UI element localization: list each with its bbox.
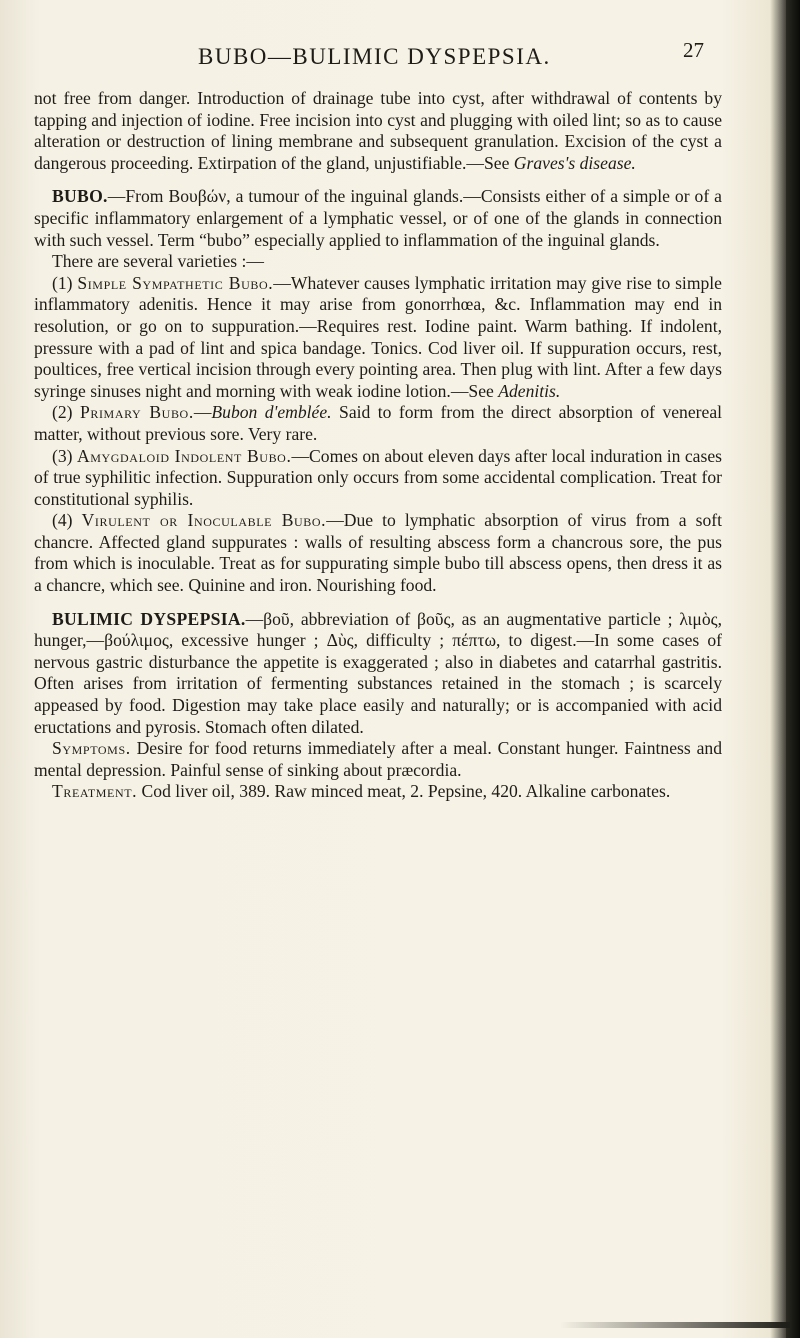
variety-name: Virulent or Inoculable Bubo. <box>81 510 327 531</box>
entry-headword: BULIMIC DYSPEPSIA. <box>52 608 246 629</box>
entry-bulimic-dyspepsia: BULIMIC DYSPEPSIA.—βοῦ, abbreviation of βοῦς, as an augmentative particle ; λιμὸς, hunger,—βούλιμος, excessive hunger ; Δὺς, difficulty ; πέπτω, to digest.—In some cases of nervous gastric disturbance the appetite is exaggerated ; also in diabetes and catarrhal gastritis. Often arises from irritation of fermenting substances retained in the stomach ; is scarcely appeased by food. Digestion may take place easily and naturally; or is accompanied with acid eructations and pyrosis. Stomach often dilated. <box>34 608 722 737</box>
body-text <box>34 88 722 803</box>
entry-headword: BUBO. <box>52 186 108 207</box>
varieties-intro: There are several varieties :— <box>52 251 264 272</box>
variety-2: (2) Primary Bubo.—Bubon d'emblée. Said to form from the direct absorption of venereal matter, without previous sore. Very rare. <box>34 402 723 444</box>
variety-name: Primary Bubo. <box>79 402 194 423</box>
treatment-label: Treatment. <box>52 781 138 802</box>
variety-name: Amygdaloid Indolent Bubo. <box>76 445 292 466</box>
cross-reference: Adenitis. <box>498 380 561 401</box>
treatment-paragraph: Treatment. Cod liver oil, 389. Raw minced meat, 2. Pepsine, 420. Alkaline carbonates. <box>52 781 671 802</box>
continued-paragraph: not free from danger. Introduction of drainage tube into cyst, after withdrawal of contents by tapping and injection of iodine. Free incision into cyst and plugging with oiled lint; so as to cause alteration or destruction of lining membrane and subsequent granulation. Excision of the cyst a dangerous proceeding. Extirpation of the gland, unjustifiable.—See Graves's disease. <box>34 88 722 173</box>
entry-bubo: BUBO.—From Βουβών, a tumour of the inguinal glands.—Consists either of a simple or of a specific inflammatory enlargement of a lymphatic vessel, or of one of the glands in connection with such vessel. Term “bubo” especially applied to inflammation of the inguinal glands. <box>34 186 722 250</box>
page-header <box>0 38 800 84</box>
symptoms-label: Symptoms. <box>52 738 131 759</box>
variety-1: (1) Simple Sympathetic Bubo.—Whatever causes lymphatic irritation may give rise to simple inflammatory adenitis. Hence it may arise from gonorrhœa, &c. Inflammation may end in resolution, or go on to suppuration.—Requires rest. Iodine paint. Warm bathing. If indolent, pressure with a pad of lint and spica bandage. Tonics. Cod liver oil. If suppuration occurs, rest, poultices, free vertical incision through every pointing area. Then plug with lint. After a few days syringe sinuses night and morning with weak iodine lotion.—See Adenitis. <box>34 272 722 401</box>
running-head: BUBO—BULIMIC DYSPEPSIA. <box>198 44 551 69</box>
variety-4: (4) Virulent or Inoculable Bubo.—Due to lymphatic absorption of virus from a soft chancre. Affected gland suppurates : walls of resulting abscess form a chancrous sore, the pus from which is inoculable. Treat as for suppurating simple bubo till abscess opens, then dress it as a chancre, which see. Quinine and iron. Nourishing food. <box>34 510 722 596</box>
symptoms-paragraph: Symptoms. Desire for food returns immediately after a meal. Constant hunger. Faintness and mental depression. Painful sense of sinking about præcordia. <box>34 738 722 780</box>
variety-name: Simple Sympathetic Bubo. <box>77 272 274 293</box>
french-term: Bubon d'emblée. <box>211 402 332 423</box>
cross-reference: Graves's disease. <box>513 152 636 173</box>
page-number: 27 <box>683 38 704 62</box>
variety-3: (3) Amygdaloid Indolent Bubo.—Comes on about eleven days after local induration in cases of true syphilitic infection. Suppuration only occurs from some accidental complication. Treat for constitutional syphilis. <box>34 445 722 509</box>
page-edge-shadow <box>786 0 800 1338</box>
bottom-edge-shadow <box>560 1322 790 1328</box>
